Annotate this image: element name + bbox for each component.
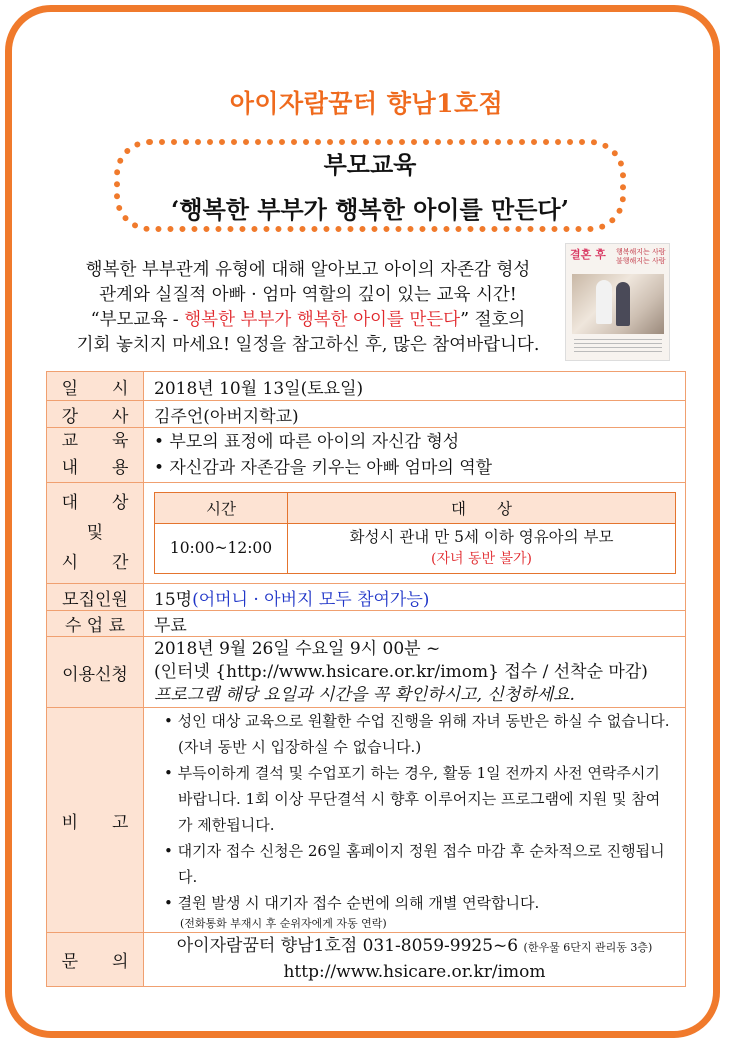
schedule-target: 화성시 관내 만 5세 이하 영유아의 부모 (자녀 동반 불가) [288, 523, 676, 573]
row-recruit [47, 584, 686, 611]
apply-line-3: 프로그램 해당 요일과 시간을 꼭 확인하시고, 신청하세요. [154, 684, 575, 705]
contact-label: 문 의 [47, 933, 144, 987]
row-content [47, 428, 686, 483]
remarks-small-note: (전화통화 부재시 후 순위자에게 자동 연락) [180, 917, 387, 930]
intro-line-3: “부모교육 - 행복한 부부가 행복한 아이를 만든다” 절호의 [90, 310, 526, 330]
date-value: 2018년 10월 13일(토요일) [144, 372, 686, 401]
remarks-value [144, 708, 686, 933]
book-text-lines [574, 339, 662, 355]
remark-3: • 대기자 접수 신청은 26일 홈페이지 정원 접수 마감 후 순차적으로 진행됩니다. [164, 842, 665, 886]
lecturer-value: 김주언(아버지학교) [144, 401, 686, 428]
remark-2: • 부득이하게 결석 및 수업포기 하는 경우, 활동 1일 전까지 사전 연락주시기 바랍니다. 1회 이상 무단결석 시 향후 이루어지는 프로그램에 지원 및 참여가 제한됩니다. [164, 764, 661, 834]
org-title: 아이자람꿈터 향남1호점 [229, 89, 504, 118]
schedule-target-note: (자녀 동반 불가) [431, 550, 532, 567]
schedule-table [154, 492, 676, 574]
contact-line-1: 아이자람꿈터 향남1호점 031-8059-9925~6 [176, 936, 519, 956]
remarks-label: 비 고 [47, 708, 144, 933]
intro-highlight: 행복한 부부가 행복한 아이를 만든다 [184, 310, 461, 330]
recruit-note: (어머니 · 아버지 모두 참여가능) [192, 589, 430, 610]
title-line-1: 부모교육 [323, 150, 417, 179]
schedule-row [155, 523, 676, 573]
row-lecturer [47, 401, 686, 428]
row-target [47, 483, 686, 584]
content-label: 교 육 내 용 [47, 428, 144, 483]
target-label: 대 상 및 시 간 [47, 483, 144, 584]
schedule-col-target: 대 상 [288, 492, 676, 523]
content-value [144, 428, 686, 483]
apply-line-2: (인터넷 {http://www.hsicare.or.kr/imom} 접수 / 선착순 마감) [154, 661, 648, 682]
target-value [144, 483, 686, 584]
row-date [47, 372, 686, 401]
intro-text [58, 258, 558, 358]
recruit-label: 모집인원 [47, 584, 144, 611]
book-figure-bride [596, 280, 612, 324]
apply-line-1: 2018년 9월 26일 수요일 9시 00분 ~ [154, 638, 441, 659]
fee-value: 무료 [144, 611, 686, 637]
intro-line-2: 관계와 실질적 아빠 · 엄마 역할의 깊이 있는 교육 시간! [99, 285, 517, 305]
row-fee [47, 611, 686, 637]
remark-4: • 결원 발생 시 대기자 접수 순번에 의해 개별 연락합니다. [164, 894, 540, 912]
apply-value [144, 637, 686, 708]
row-apply [47, 637, 686, 708]
contact-address: (한우물 6단지 관리동 3층) [523, 941, 653, 954]
book-cover-image [565, 243, 670, 361]
remark-1: • 성인 대상 교육으로 원활한 수업 진행을 위해 자녀 동반은 하실 수 없습니다. (자녀 동반 시 입장하실 수 없습니다.) [164, 712, 670, 756]
content-item-1: • 부모의 표정에 따른 아이의 자신감 형성 [154, 432, 460, 452]
schedule-time: 10:00~12:00 [155, 523, 288, 573]
intro-line-4: 기회 놓치지 마세요! 일정을 참고하신 후, 많은 참여바랍니다. [76, 335, 540, 355]
date-label: 일 시 [47, 372, 144, 401]
title-line-2: ‘행복한 부부가 행복한 아이를 만든다’ [171, 195, 569, 224]
contact-value [144, 933, 686, 987]
fee-label: 수 업 료 [47, 611, 144, 637]
row-contact [47, 933, 686, 987]
row-remarks [47, 708, 686, 933]
recruit-value: 15명(어머니 · 아버지 모두 참여가능) [144, 584, 686, 611]
info-table [46, 371, 686, 987]
intro-line-1: 행복한 부부관계 유형에 대해 알아보고 아이의 자존감 형성 [85, 260, 531, 280]
schedule-col-time: 시간 [155, 492, 288, 523]
schedule-header [155, 492, 676, 523]
contact-url: http://www.hsicare.or.kr/imom [283, 962, 546, 982]
book-title: 결혼 후 [570, 248, 606, 261]
content-item-2: • 자신감과 자존감을 키우는 아빠 엄마의 역할 [154, 458, 493, 478]
book-figure-groom [616, 282, 630, 326]
apply-label: 이용신청 [47, 637, 144, 708]
lecturer-label: 강 사 [47, 401, 144, 428]
book-subtitle: 행복해지는 사람 불행해지는 사람 [616, 248, 666, 265]
